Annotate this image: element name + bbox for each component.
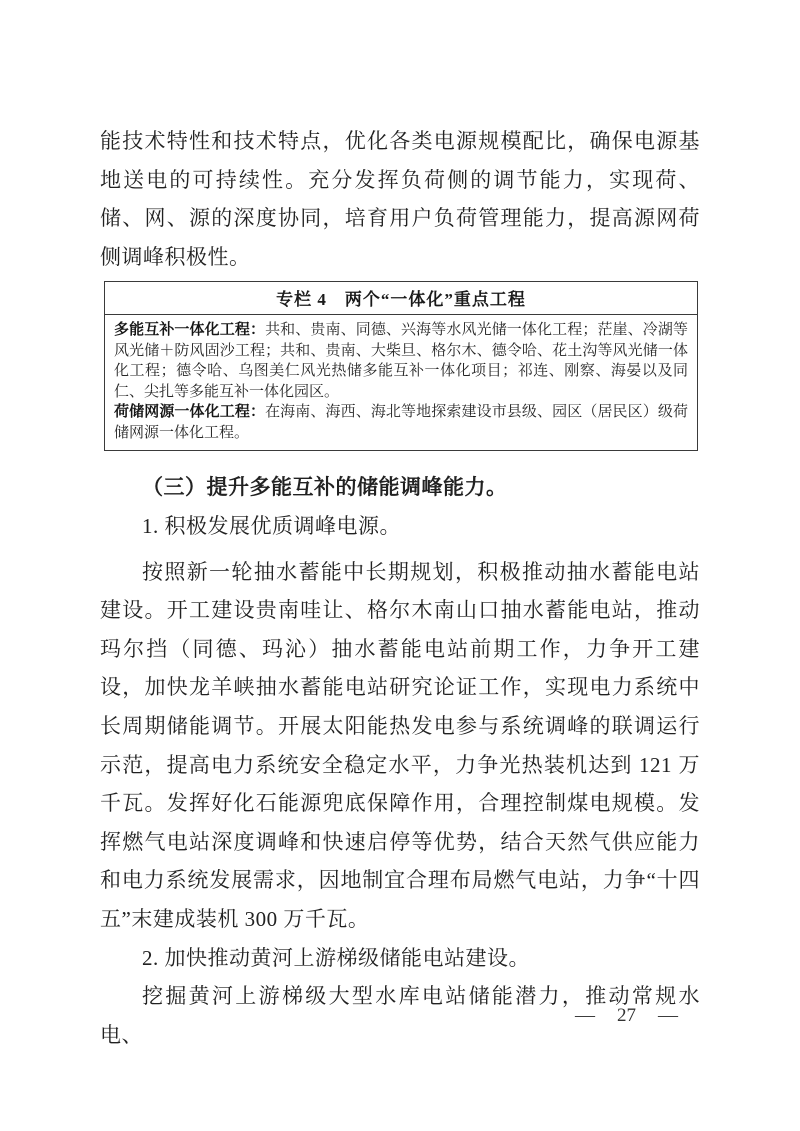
special-column-box bbox=[104, 281, 698, 451]
sub-heading-1: 1. 积极发展优质调峰电源。 bbox=[142, 513, 401, 538]
box-item-load-storage bbox=[114, 402, 688, 443]
box-item-text: 共和、贵南、同德、兴海等水风光储一体化工程；茫崖、冷湖等风光储＋防风固沙工程；共和、贵南、大柴旦、格尔木、德令哈、花土沟等风光储一体化工程；德令哈、乌图美仁风光热储多能互补一体化项目；祁连、刚察、海晏以及同仁、尖扎等多能互补一体化园区。 bbox=[114, 322, 688, 400]
page-footer bbox=[575, 1004, 678, 1027]
paragraph-peak-power: 按照新一轮抽水蓄能中长期规划，积极推动抽水蓄能电站建设。开工建设贵南哇让、格尔木南山口抽水蓄能电站，推动玛尔挡（同德、玛沁）抽水蓄能电站前期工作，力争开工建设，加快龙羊峡抽水蓄能电站研究论证工作，实现电力系统中长周期储能调节。开展太阳能热发电参与系统调峰的联调运行示范，提高电力系统安全稳定水平，力争光热装机达到 121 万千瓦。发挥好化石能源兜底保障作用，合理控制煤电规模。发挥燃气电站深度调峰和快速启停等优势，结合天然气供应能力和电力系统发展需求，因地制宜合理布局燃气电站，力争“十四五”末建成装机 300 万千瓦。 bbox=[100, 559, 700, 931]
box-item-label: 荷储网源一体化工程： bbox=[114, 404, 266, 421]
section-heading: （三）提升多能互补的储能调峰能力。 bbox=[142, 475, 508, 500]
sub-heading-2: 2. 加快推动黄河上游梯级储能电站建设。 bbox=[142, 945, 530, 970]
footer-right-dash: — bbox=[658, 1004, 678, 1026]
box-body bbox=[105, 315, 697, 450]
footer-left-dash: — bbox=[575, 1004, 595, 1026]
document-body bbox=[100, 122, 700, 1054]
box-item-label: 多能互补一体化工程： bbox=[114, 322, 266, 339]
page-number: 27 bbox=[617, 1004, 636, 1026]
box-title: 专栏 4 两个“一体化”重点工程 bbox=[105, 282, 697, 315]
paragraph-continuation: 能技术特性和技术特点，优化各类电源规模配比，确保电源基地送电的可持续性。充分发挥负荷侧的调节能力，实现荷、储、网、源的深度协同，培育用户负荷管理能力，提高源网荷侧调峰积极性。 bbox=[100, 129, 700, 269]
box-item-multi-energy bbox=[114, 320, 688, 402]
box-item-text: 在海南、海西、海北等地探索建设市县级、园区（居民区）级荷储网源一体化工程。 bbox=[114, 404, 688, 441]
paragraph-yellow-river: 挖掘黄河上游梯级大型水库电站储能潜力，推动常规水电、 bbox=[100, 984, 700, 1047]
